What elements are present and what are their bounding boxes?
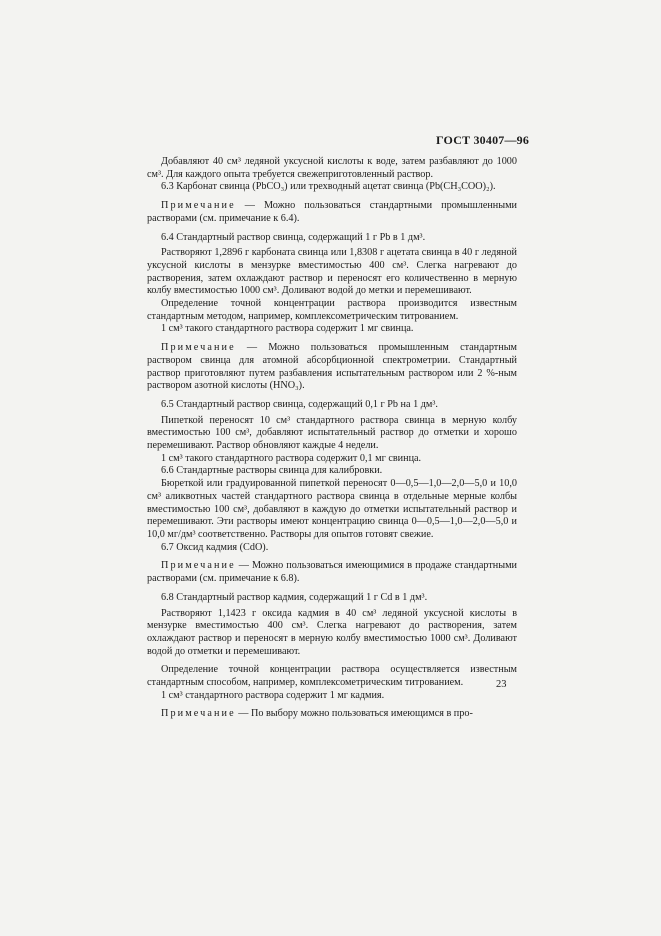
section-6-5: 6.5 Стандартный раствор свинца, содержащий 0,1 г Pb на 1 дм³. [161,398,438,410]
note: Примечание — Можно пользоваться промышленным стандартным раствором свинца для атомной абсорбционной спектрометрии. Стандартный раствор приготовляют путем разбавления испытательным раствором или 2 %-ным раствором азотной кислоты (HNO₃). [147,342,517,392]
paragraph: Определение точной концентрации раствора производится известным стандартным методом, например, комплексометрическим титрованием. [147,298,517,322]
section-6-7: 6.7 Оксид кадмия (CdO). [161,541,269,553]
paragraph: Растворяют 1,2896 г карбоната свинца или 1,8308 г ацетата свинца в 40 г ледяной уксусной кислоты в мензурке вместимостью 400 см³. Слегка нагревают до растворения, затем охлаждают раствор и переносят его количественно в мерную колбу вместимостью 1000 см³. Доливают водой до метки и перемешивают. [147,247,517,297]
section-6-3: 6.3 Карбонат свинца (PbCO₃) или трехводный ацетат свинца (Pb(CH₃COO)₂). [161,181,496,193]
page-number: 23 [496,679,507,690]
note-label: Примечание [161,200,236,212]
paragraph: 1 см³ такого стандартного раствора содержит 1 мг свинца. [161,323,414,335]
section-6-4: 6.4 Стандартный раствор свинца, содержащий 1 г Pb в 1 дм³. [161,231,426,243]
note-label: Примечание [161,560,236,572]
paragraph: 1 см³ стандартного раствора содержит 1 мг кадмия. [161,689,385,701]
section-6-6: 6.6 Стандартные растворы свинца для калибровки. [161,465,383,477]
note-label: Примечание [161,342,236,354]
section-6-8: 6.8 Стандартный раствор кадмия, содержащий 1 г Cd в 1 дм³. [161,591,428,603]
note: Примечание — По выбору можно пользоваться имеющимся в про- [161,708,473,720]
note: Примечание — Можно пользоваться стандартными промышленными растворами (см. примечание к 6.4). [147,200,517,224]
note: Примечание — Можно пользоваться имеющимися в продаже стандартными растворами (см. примечание к 6.8). [147,560,517,585]
document-body [147,156,517,721]
paragraph: Бюреткой или градуированной пипеткой переносят 0—0,5—1,0—2,0—5,0 и 10,0 см³ аликвотных частей стандартного раствора свинца в отдельные мерные колбы вместимостью 100 см³, добавляют в каждую до отметки испытательный раствор и перемешивают. Эти растворы имеют концентрацию свинца 0—0,5—1,0—2,0—5,0 и 10,0 мг/дм³ соответственно. Растворы для опытов готовят свежие. [147,478,517,540]
paragraph: 1 см³ такого стандартного раствора содержит 0,1 мг свинца. [161,452,422,464]
document-header: ГОСТ 30407—96 [436,133,530,147]
note-label: Примечание [161,708,236,720]
paragraph: Определение точной концентрации раствора осуществляется известным стандартным способом, например, комплексометрическим титрованием. [147,664,517,689]
paragraph: Добавляют 40 см³ ледяной уксусной кислоты к воде, затем разбавляют до 1000 см³. Для каждого опыта требуется свежеприготовленный раствор. [147,156,517,180]
paragraph: Пипеткой переносят 10 см³ стандартного раствора свинца в мерную колбу вместимостью 100 см³, добавляют испытательный раствор до отметки и хорошо перемешивают. Раствор обновляют каждые 4 недели. [147,414,517,452]
paragraph: Растворяют 1,1423 г оксида кадмия в 40 см³ ледяной уксусной кислоты в мензурке вместимостью 400 см³. Слегка нагревают до растворения, затем охлаждают раствор и переносят в мерную колбу вместимостью 1000 см³. Доливают водой до отметки и перемешивают. [147,607,517,657]
